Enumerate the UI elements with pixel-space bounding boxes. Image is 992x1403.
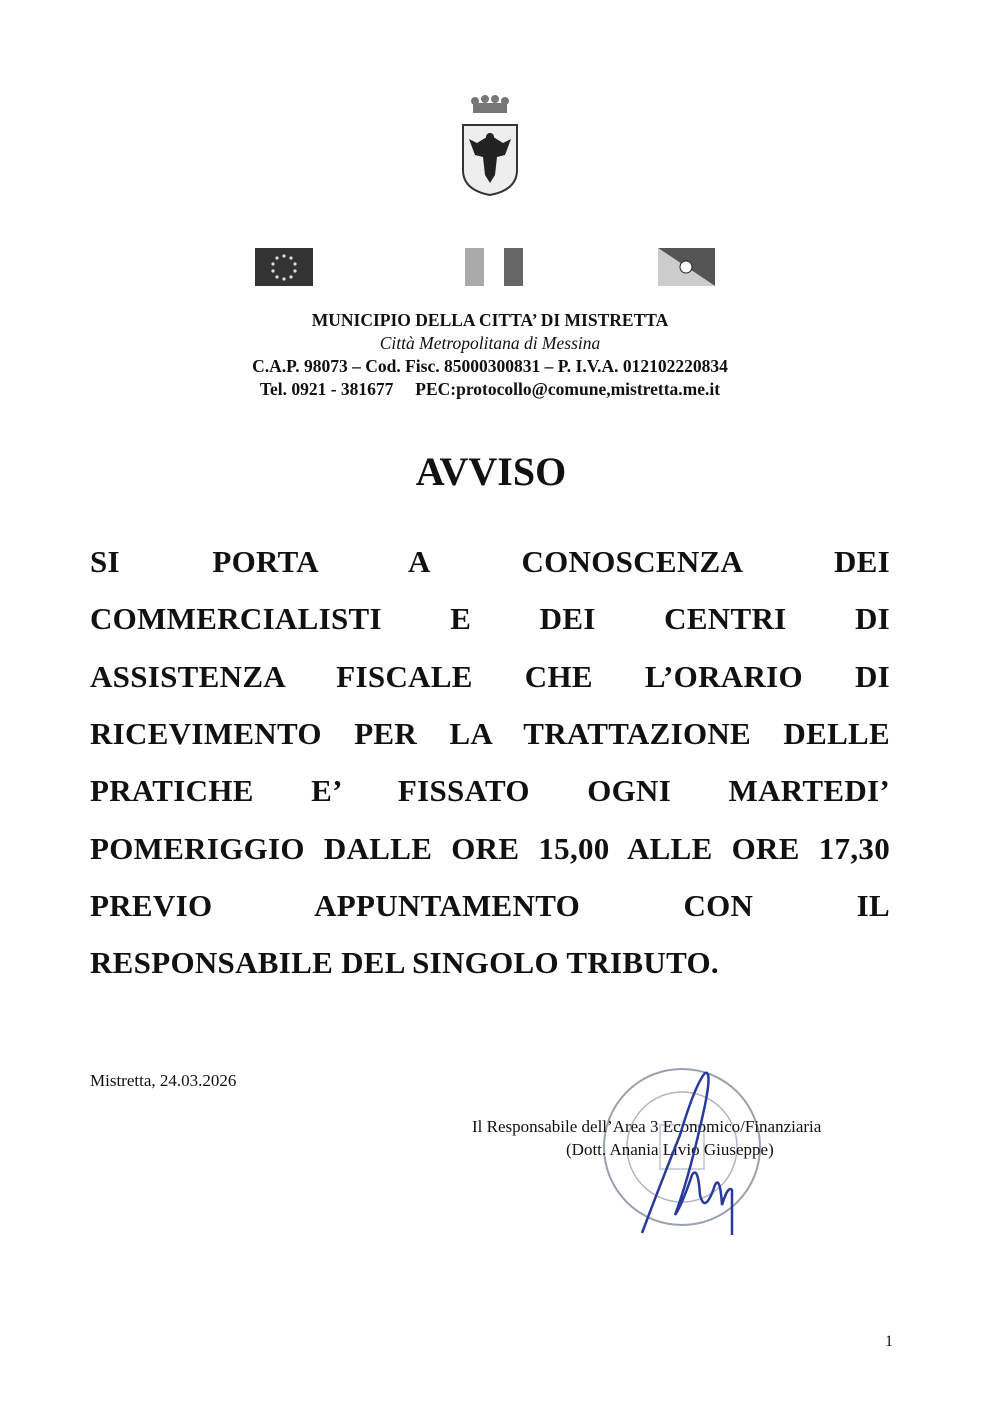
body-line: RESPONSABILE DEL SINGOLO TRIBUTO.: [90, 945, 719, 980]
date-place: Mistretta, 24.03.2026: [90, 1071, 237, 1090]
signatory-name: (Dott. Anania Livio Giuseppe): [566, 1140, 774, 1159]
body-line: PREVIO APPUNTAMENTO CON IL: [90, 888, 890, 923]
metro-city: Città Metropolitana di Messina: [379, 333, 601, 353]
fiscal-info: C.A.P. 98073 – Cod. Fisc. 85000300831 – P. I.V.A. 012102220834: [252, 356, 728, 376]
body-line: COMMERCIALISTI E DEI CENTRI DI: [90, 601, 890, 636]
body-line: PRATICHE E’ FISSATO OGNI MARTEDI’: [90, 773, 890, 808]
body-line: RICEVIMENTO PER LA TRATTAZIONE DELLE: [90, 716, 890, 751]
body-line: ASSISTENZA FISCALE CHE L’ORARIO DI: [90, 659, 890, 694]
page-number: 1: [885, 1333, 893, 1350]
handwritten-signature: [620, 1065, 750, 1245]
sicily-flag-icon: [658, 248, 715, 286]
body-line: POMERIGGIO DALLE ORE 15,00 ALLE ORE 17,30: [90, 831, 890, 866]
italian-flag-icon: [465, 248, 523, 286]
eu-flag-icon: [255, 248, 313, 286]
coat-of-arms-logo: [455, 95, 525, 200]
contacts: Tel. 0921 - 381677 PEC:protocollo@comune,mistretta.me.it: [259, 379, 721, 399]
notice-title: AVVISO: [415, 449, 567, 494]
municipality-name: MUNICIPIO DELLA CITTA’ DI MISTRETTA: [311, 310, 669, 330]
signatory-role: Il Responsabile dell’Area 3 Economico/Finanziaria: [472, 1117, 822, 1136]
body-line: SI PORTA A CONOSCENZA DEI: [90, 544, 890, 579]
